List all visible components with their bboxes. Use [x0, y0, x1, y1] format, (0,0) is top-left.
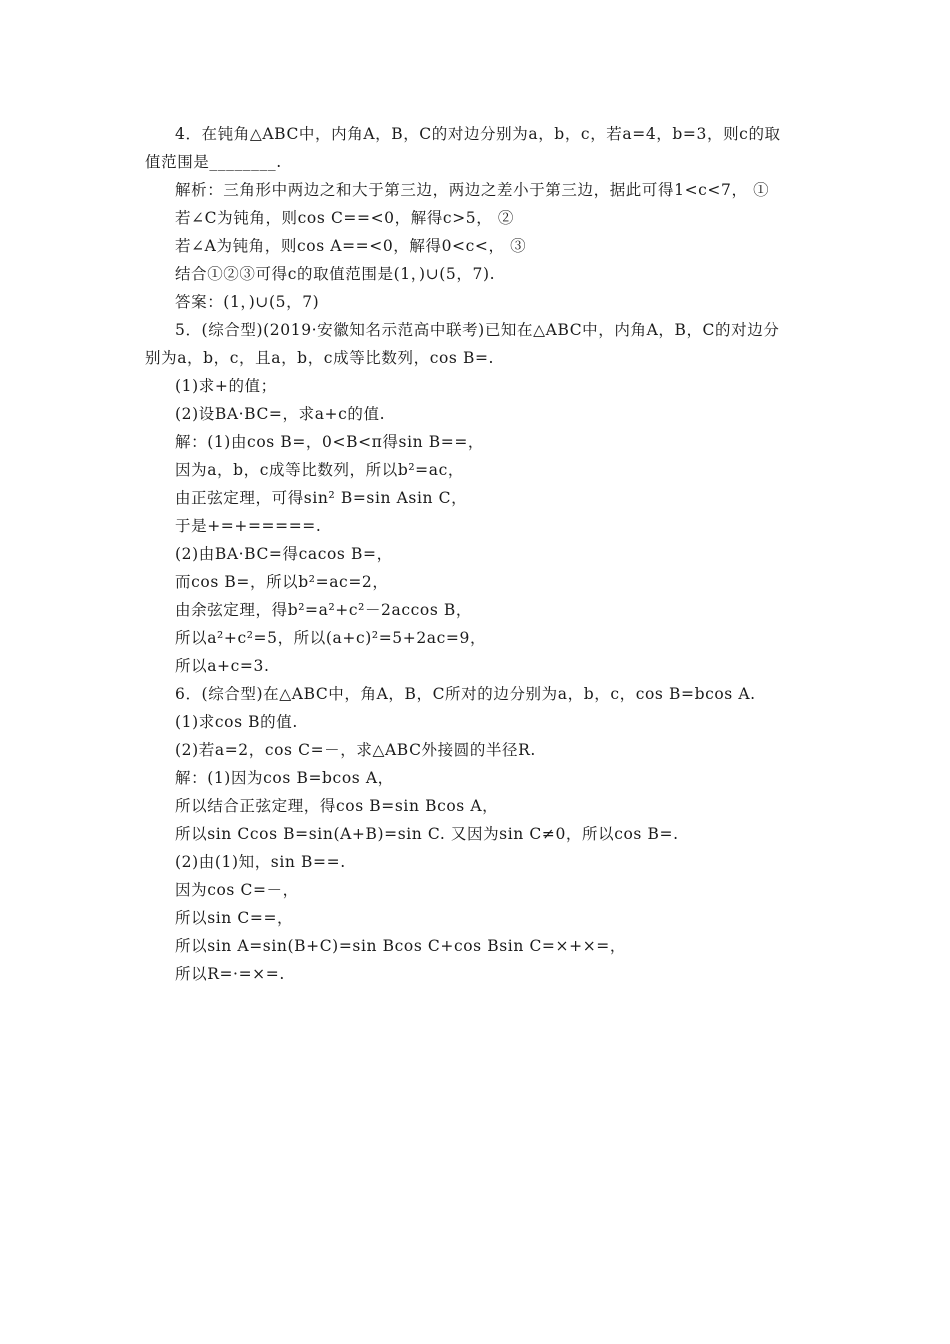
problem-6-solution-line: 所以R=·=×=. — [175, 965, 285, 983]
problem-5-stem: 5．(综合型)(2019·安徽知名示范高中联考)已知在△ABC中，内角A，B，C的对边分 — [175, 321, 780, 339]
problem-4-analysis-line: 若∠A为钝角，则cos A==<0，解得0<c<， ③ — [175, 237, 527, 255]
problem-5-part-2: (2)设BA·BC=，求a+c的值. — [175, 405, 386, 423]
problem-6-part-1: (1)求cos B的值. — [175, 713, 298, 731]
problem-6-solution-line: 所以结合正弦定理，得cos B=sin Bcos A， — [175, 797, 499, 815]
problem-6-solution-line: 解：(1)因为cos B=bcos A， — [175, 769, 394, 787]
problem-6-part-2: (2)若a=2，cos C=－，求△ABC外接圆的半径R. — [175, 741, 536, 759]
problem-5-solution-line: 因为a，b，c成等比数列，所以b²=ac， — [175, 461, 464, 479]
problem-6-solution-line: 因为cos C=－， — [175, 881, 299, 899]
problem-4-analysis-line: 若∠C为钝角，则cos C==<0，解得c>5， ② — [175, 209, 514, 227]
problem-5-solution-line: 所以a²+c²=5，所以(a+c)²=5+2ac=9， — [175, 629, 487, 647]
problem-6-solution-line: 所以sin A=sin(B+C)=sin Bcos C+cos Bsin C=×+×=， — [175, 937, 626, 955]
problem-6-solution-line: 所以sin C==， — [175, 909, 294, 927]
problem-6-solution-line: (2)由(1)知，sin B==. — [175, 853, 346, 871]
problem-5-solution-line: (2)由BA·BC=得cacos B=， — [175, 545, 393, 563]
problem-5-stem-continued: 别为a，b，c，且a，b，c成等比数列，cos B=. — [145, 349, 495, 367]
problem-4-stem-continued: 值范围是________. — [145, 153, 282, 171]
problem-4-analysis-line: 解析：三角形中两边之和大于第三边，两边之差小于第三边，据此可得1<c<7， ① — [175, 181, 770, 199]
problem-5-solution-line: 解：(1)由cos B=，0<B<π得sin B==， — [175, 433, 485, 451]
problem-5-part-1: (1)求+的值； — [175, 377, 277, 395]
problem-5-solution-line: 由正弦定理，可得sin² B=sin Asin C， — [175, 489, 468, 507]
problem-4-answer: 答案：(1，)∪(5，7) — [175, 293, 320, 311]
problem-5-solution-line: 由余弦定理，得b²=a²+c²－2accos B， — [175, 601, 473, 619]
problem-4-analysis-line: 结合①②③可得c的取值范围是(1，)∪(5，7). — [175, 265, 496, 283]
problem-4-stem: 4．在钝角△ABC中，内角A，B，C的对边分别为a，b，c，若a=4，b=3，则c的取 — [175, 125, 781, 143]
problem-5-solution-line: 于是+=+=====. — [175, 517, 322, 535]
problem-6-solution-line: 所以sin Ccos B=sin(A+B)=sin C. 又因为sin C≠0，所以cos B=. — [175, 825, 679, 843]
problem-6-stem: 6．(综合型)在△ABC中，角A，B，C所对的边分别为a，b，c，cos B=bcos A. — [175, 685, 756, 703]
problem-5-solution-line: 所以a+c=3. — [175, 657, 270, 675]
problem-5-solution-line: 而cos B=，所以b²=ac=2， — [175, 573, 389, 591]
